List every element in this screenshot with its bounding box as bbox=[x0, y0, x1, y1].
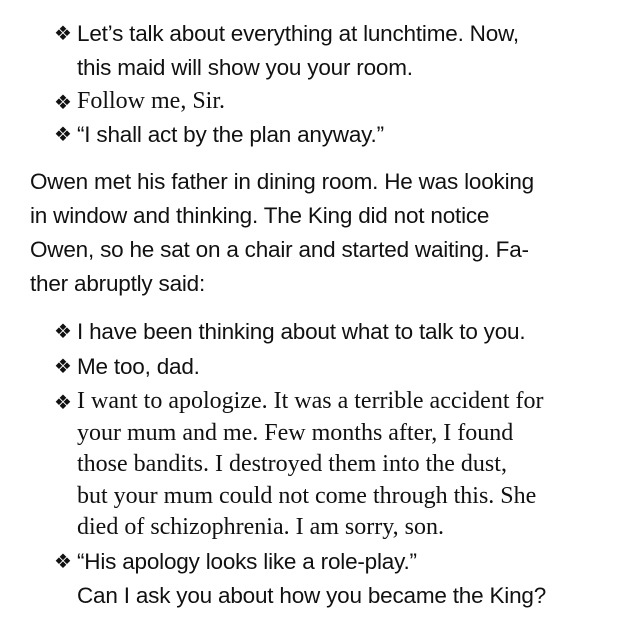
dialogue-line: “His apology looks like a role-play.” bbox=[77, 549, 417, 574]
four-diamond-bullet-icon: ❖ bbox=[54, 122, 72, 146]
dialogue-line: Me too, dad. bbox=[77, 354, 200, 379]
paragraph-line: Owen, so he sat on a chair and started waiting. Fa- bbox=[30, 237, 529, 262]
dialogue-line: this maid will show you your room. bbox=[77, 55, 413, 80]
dialogue-line: I have been thinking about what to talk to you. bbox=[77, 319, 526, 344]
dialogue-line: those bandits. I destroyed them into the dust, bbox=[77, 451, 507, 477]
paragraph-line: ther abruptly said: bbox=[30, 271, 206, 296]
four-diamond-bullet-icon: ❖ bbox=[54, 21, 72, 45]
dialogue-bullet-2 bbox=[54, 86, 599, 118]
dialogue-line: your mum and me. Few months after, I found bbox=[77, 419, 514, 446]
dialogue-bullet-1 bbox=[54, 17, 599, 85]
dialogue-bullet-7 bbox=[54, 545, 599, 613]
paragraph-line: Owen met his father in dining room. He was looking bbox=[30, 169, 534, 194]
dialogue-line: died of schizophrenia. I am sorry, son. bbox=[77, 514, 445, 540]
dialogue-bullet-5 bbox=[54, 350, 599, 384]
dialogue-line: I want to apologize. It was a terrible accident for bbox=[77, 388, 544, 414]
four-diamond-bullet-icon: ❖ bbox=[54, 90, 72, 114]
dialogue-bullet-3 bbox=[54, 118, 599, 152]
four-diamond-bullet-icon: ❖ bbox=[54, 319, 72, 343]
dialogue-line: but your mum could not come through this. She bbox=[77, 482, 537, 509]
paragraph-line: in window and thinking. The King did not notice bbox=[30, 203, 490, 228]
four-diamond-bullet-icon: ❖ bbox=[54, 549, 72, 573]
four-diamond-bullet-icon: ❖ bbox=[54, 390, 72, 414]
dialogue-line: Can I ask you about how you became the King? bbox=[77, 583, 547, 608]
dialogue-line: Follow me, Sir. bbox=[77, 88, 226, 114]
dialogue-bullet-6 bbox=[54, 386, 599, 544]
dialogue-bullet-4 bbox=[54, 315, 599, 349]
four-diamond-bullet-icon: ❖ bbox=[54, 354, 72, 378]
dialogue-line: Let’s talk about everything at lunchtime. Now, bbox=[77, 21, 519, 46]
dialogue-line: “I shall act by the plan anyway.” bbox=[77, 122, 384, 147]
narrative-paragraph bbox=[30, 165, 590, 301]
